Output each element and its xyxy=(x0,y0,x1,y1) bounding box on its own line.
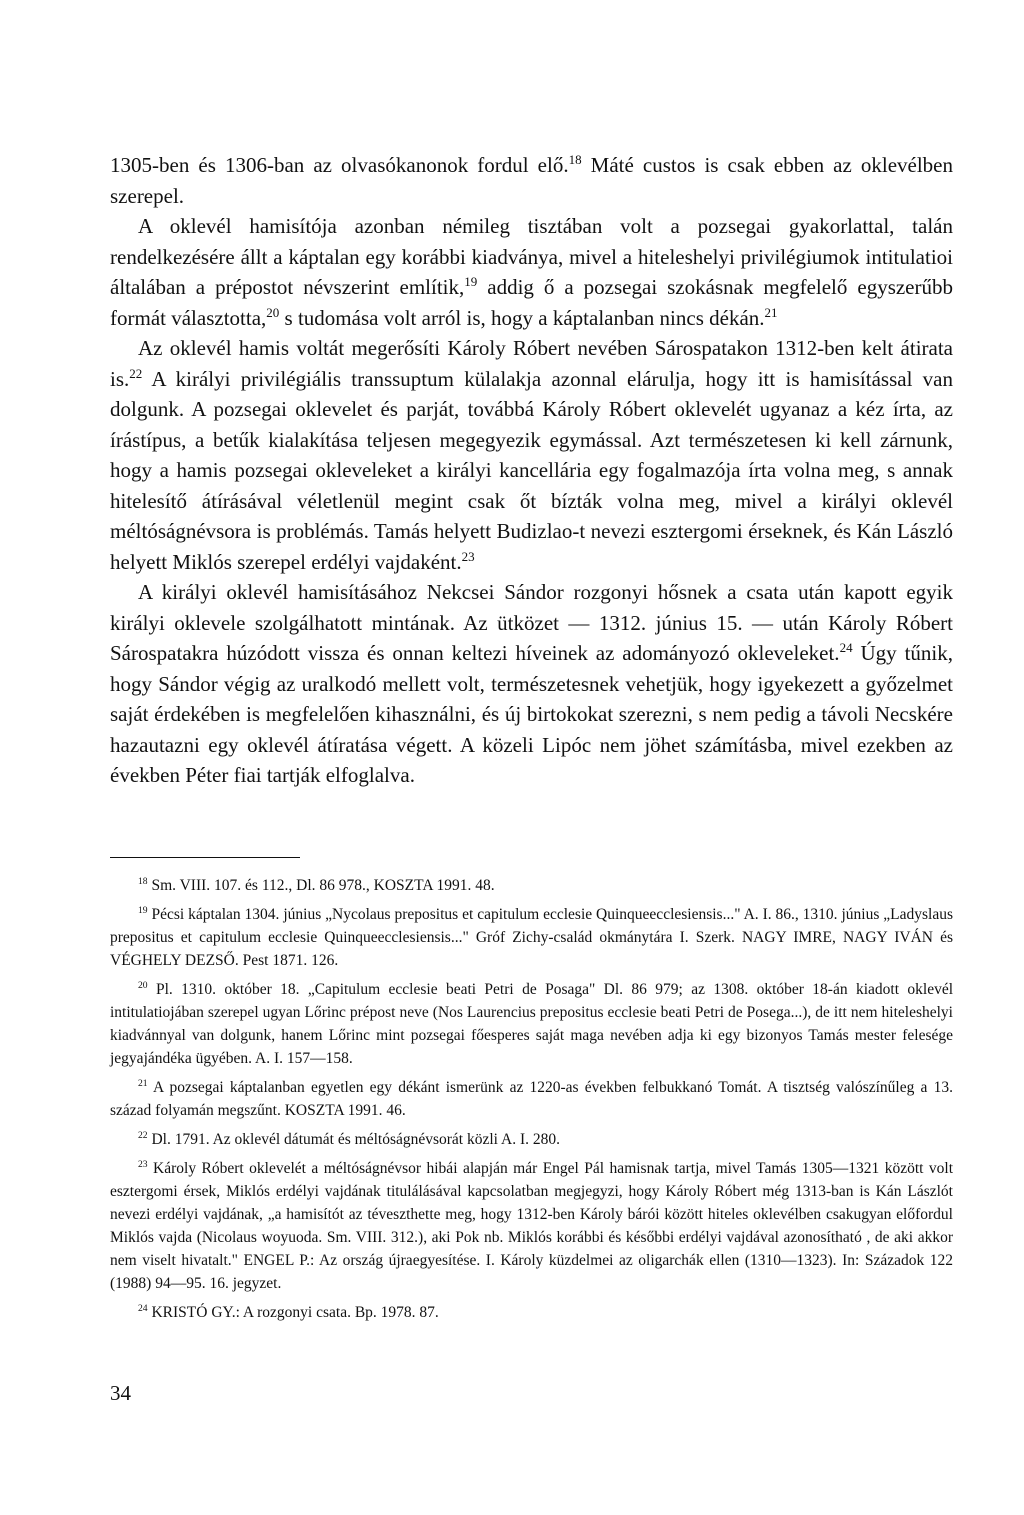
paragraph-2: A oklevél hamisítója azonban némileg tisztában volt a pozsegai gyakorlattal, talán rendelkezésére állt a káptalan egy korábbi kiadványa, mivel a hiteleshelyi privilégiumok intitulatioi általában a prépostot névszerint említik,$^{19}$ addig ő a pozsegai szokásnak megfelelő egyszerűbb formát választotta,$^{20}$ s tudomása volt arról is, hogy a káptalanban nincs dékán.$^{21}$ xyxy=(110,214,953,330)
paragraph-3: Az oklevél hamis voltát megerősíti Károly Róbert nevében Sárospatakon 1312-ben kelt átirata is.$^{22}$ A királyi privilégiális transsuptum külalakja azonnal elárulja, hogy itt is hamisítással van dolgunk. A pozsegai oklevelet és parját, továbbá Károly Róbert oklevelét ugyanaz a kéz írta, az írástípus, a betűk kialakítása teljesen megegyezik egymással. Azt természetesen ki kell zárnunk, hogy a hamis pozsegai okleveleket a királyi kancellária egy fogalmazója írta volna meg, s annak hitelesítő átírásával véletlenül megint csak őt bízták volna meg, mivel a királyi oklevél méltóságnévsora is problémás. Tamás helyett Budizlao-t nevezi esztergomi érseknek, és Kán László helyett Miklós szerepel erdélyi vajdaként.$^{23}$ xyxy=(110,336,953,574)
footnote-ref-24: 24 xyxy=(839,640,853,655)
footnote-22: $^{22}$ Dl. 1791. Az oklevél dátumát és méltóságnévsorát közli A. I. 280. xyxy=(138,1129,560,1148)
footnote-18: $^{18}$ Sm. VIII. 107. és 112., Dl. 86 978., KOSZTA 1991. 48. xyxy=(138,875,495,894)
footnote-20: $^{20}$ Pl. 1310. október 18. „Capitulum ecclesie beati Petri de Posaga" Dl. 86 979; az 1308. október 18-án kiadott oklevél intitulatiojában szerepel ugyan Lőrinc prépost neve (Nos Laurencius prepositus ecclesie beati Petri de Posega...), de itt nem hiteleshelyi kiadvánnyal van dolgunk, hanem Lőrinc mint pozsegai főesperes saját maga nevében adja ki egy bizonyos Tamás mester felesége jegyajándéka ügyében. A. I. 157—158. xyxy=(110,979,954,1067)
footnote-separator xyxy=(110,857,300,858)
paragraph-1: 1305-ben és 1306-ban az olvasókanonok fordul elő.$^{18}$ Máté custos is csak ebben az oklevélben szerepel. xyxy=(110,152,953,208)
page-number: 34 xyxy=(110,1381,131,1405)
footnote-21: $^{21}$ A pozsegai káptalanban egyetlen egy dékánt ismerünk az 1220-as években felbukkanó Tomát. A tisztség valószínűleg a 13. század folyamán megszűnt. KOSZTA 1991. 46. xyxy=(110,1077,953,1119)
footnote-ref-21: 21 xyxy=(764,304,778,320)
footnote-ref-19: 19 xyxy=(464,274,478,289)
paragraph-4: A királyi oklevél hamisításához Nekcsei Sándor rozgonyi hősnek a csata után kapott egyik királyi oklevele szolgálhatott mintának. Az ütközet — 1312. június 15. — után Károly Róbert Sárospatakra húzódott vissza és onnan keltezi híveinek az adományozó okleveleket.$^{24}$ Úgy tűnik, hogy Sándor végig az uralkodó mellett volt, természetesnek vehetjük, hogy igyekezett a győzelmet saját érdekében is megfelelően kihasználni, és új birtokokat szerezni, s nem pedig a távoli Necskére hazautazni egy oklevél átíratása végett. A közeli Lipóc nem jöhet számításba, mivel ezekben az években Péter fiai tartják elfoglalva. xyxy=(110,580,953,787)
footnote-ref-22: 22 xyxy=(129,365,143,381)
footnote-24: $^{24}$ KRISTÓ GY.: A rozgonyi csata. Bp. 1978. 87. xyxy=(138,1302,439,1321)
footnote-ref-23: 23 xyxy=(461,548,475,564)
footnotes xyxy=(110,874,953,1324)
main-text xyxy=(110,150,953,791)
footnote-ref-20: 20 xyxy=(266,304,280,320)
footnote-19: $^{19}$ Pécsi káptalan 1304. június „Nycolaus prepositus et capitulum ecclesie Quinqueecclesiensis..." A. I. 86., 1310. június „Ladyslaus prepositus et capitulum ecclesie Quinqueecclesiensis..." Gróf Zichy-család okmánytára I. Szerk. NAGY IMRE, NAGY IVÁN és VÉGHELY DEZSŐ. Pest 1871. 126. xyxy=(110,904,954,969)
page-content xyxy=(110,150,953,1330)
footnote-23: $^{23}$ Károly Róbert oklevelét a méltóságnévsor hibái alapján már Engel Pál hamisnak tartja, mivel Tamás 1305—1321 között volt esztergomi érsek, Miklós erdélyi vajdának titulálásával kapcsolatban megjegyzi, hogy Károly Róbert még 1313-ban is Kán Lászlót nevezi erdélyi vajdának, „a hamisítót az téveszthette meg, hogy 1312-ben Károly bárói között hiteles oklevélben csakugyan előfordul Miklós vajda (Nicolaus woyuoda. Sm. VIII. 312.), aki Pok nb. Miklós korábbi és későbbi erdélyi vajdával azonosítható , de aki akkor nem viselt hivatalt." ENGEL P.: Az ország újraegyesítése. I. Károly küzdelmei az oligarchák ellen (1310—1323). In: Századok 122 (1988) 94—95. 16. jegyzet. xyxy=(110,1158,953,1292)
footnote-ref-18: 18 xyxy=(568,152,582,167)
